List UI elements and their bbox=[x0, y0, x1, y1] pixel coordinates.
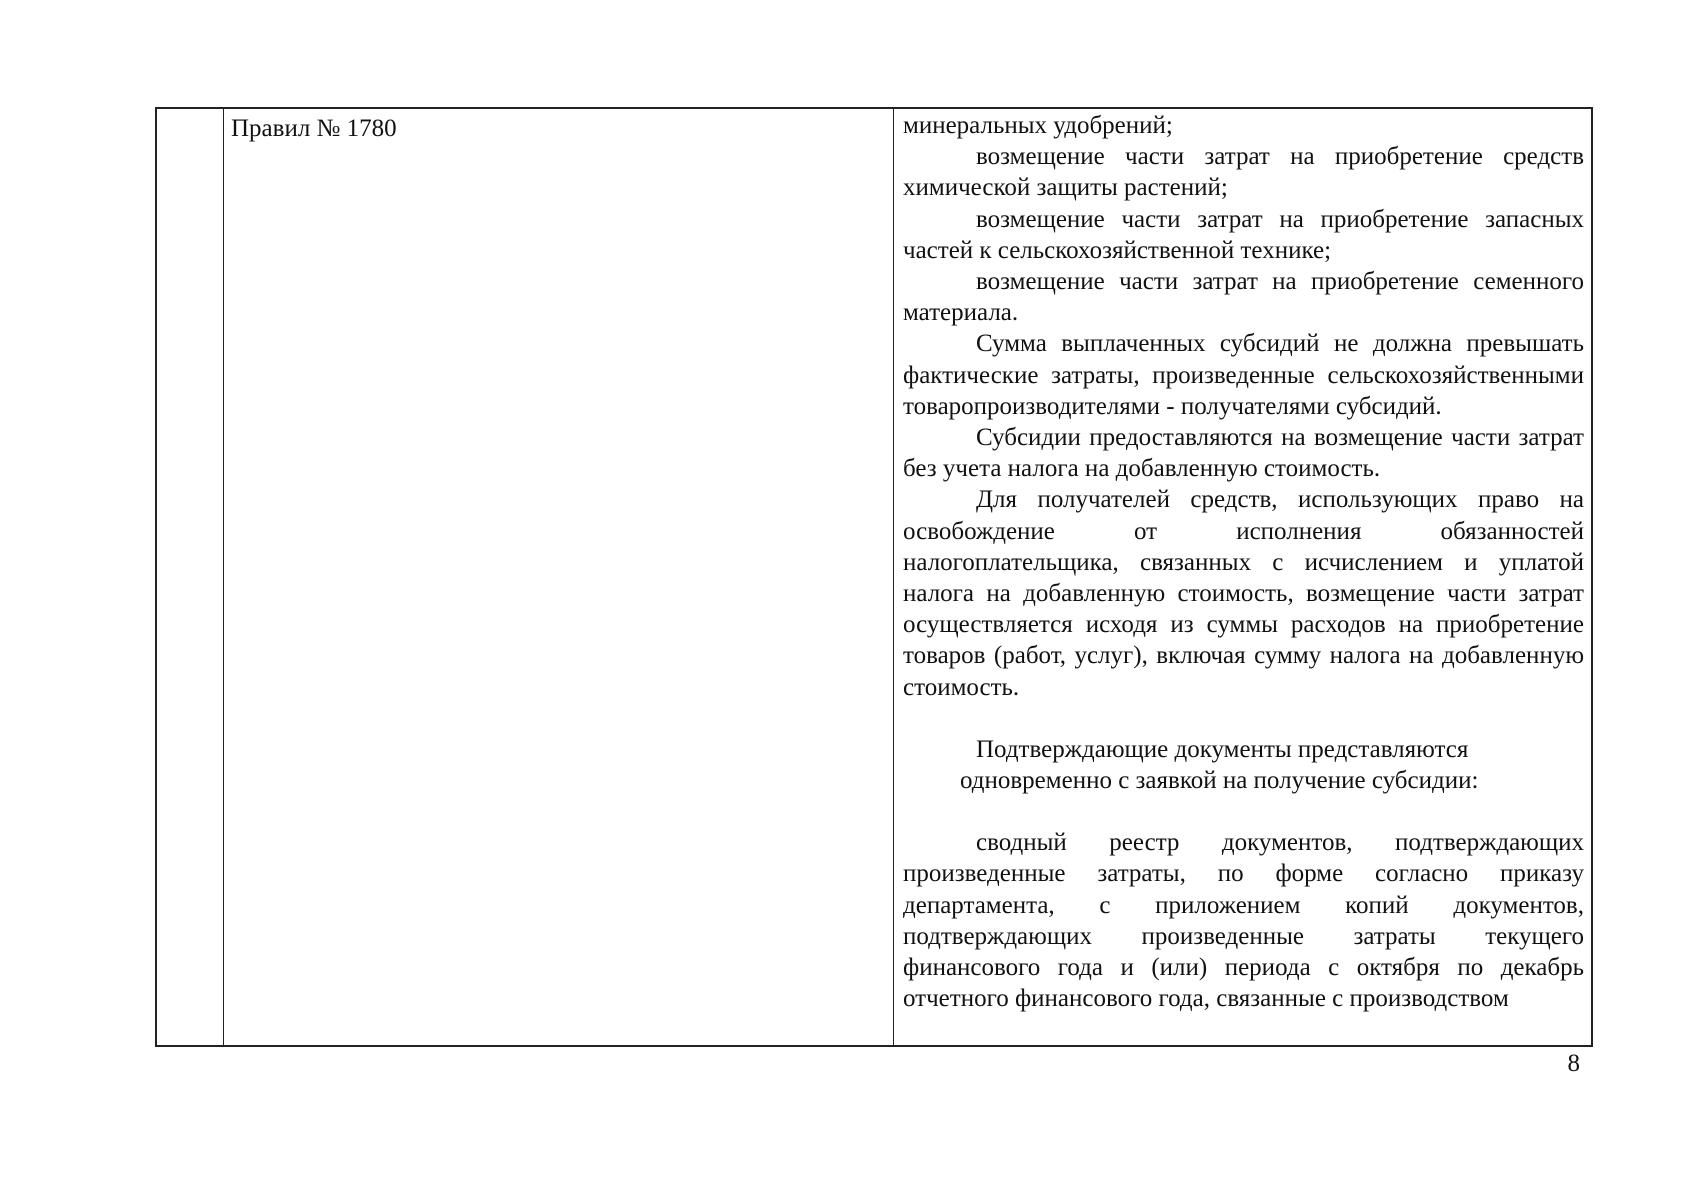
table-cell-content bbox=[903, 110, 1584, 1014]
paragraph-subsidy-limit: Сумма выплаченных субсидий не должна превышать фактические затраты, произведенные сельскохозяйственными товаропроизводителями - получателями субсидий. bbox=[903, 330, 1584, 420]
paragraph-seed-material: возмещение части затрат на приобретение семенного материала. bbox=[903, 268, 1584, 327]
page-number: 8 bbox=[1567, 1050, 1580, 1077]
paragraph-vat-excluded: Субсидии предоставляются на возмещение части затрат без учета налога на добавленную стоимость. bbox=[903, 424, 1584, 483]
paragraph-vat-exempt: Для получателей средств, использующих право на освобождение от исполнения обязанностей налогоплательщика, связанных с исчислением и уплатой налога на добавленную стоимость, возмещение части затрат осуществляется исходя из суммы расходов на приобретение товаров (работ, услуг), включая сумму налога на добавленную стоимость. bbox=[903, 486, 1584, 701]
document-table bbox=[155, 107, 1593, 1047]
spacer bbox=[903, 796, 1584, 827]
documents-heading-line-2: одновременно с заявкой на получение субсидии: bbox=[960, 767, 1479, 795]
paragraph-mineral-fertilizers: минеральных удобрений; bbox=[903, 112, 1173, 139]
documents-heading bbox=[903, 734, 1584, 796]
documents-heading-line-1: Подтверждающие документы представляются bbox=[976, 735, 1469, 763]
table-cell-rule-reference: Правил № 1780 bbox=[231, 115, 397, 142]
paragraph-spare-parts: возмещение части затрат на приобретение запасных частей к сельскохозяйственной технике; bbox=[903, 205, 1584, 264]
column-divider-2 bbox=[893, 109, 894, 1045]
column-divider-1 bbox=[223, 109, 224, 1045]
paragraph-plant-protection: возмещение части затрат на приобретение средств химической защиты растений; bbox=[903, 143, 1584, 202]
spacer bbox=[903, 703, 1584, 734]
paragraph-summary-register: сводный реестр документов, подтверждающих произведенные затраты, по форме согласно приказу департамента, с приложением копий документов, подтверждающих произведенные затраты текущего финансового года и (или) периода с октября по декабрь отчетного финансового года, связанные с производством bbox=[903, 829, 1584, 1013]
